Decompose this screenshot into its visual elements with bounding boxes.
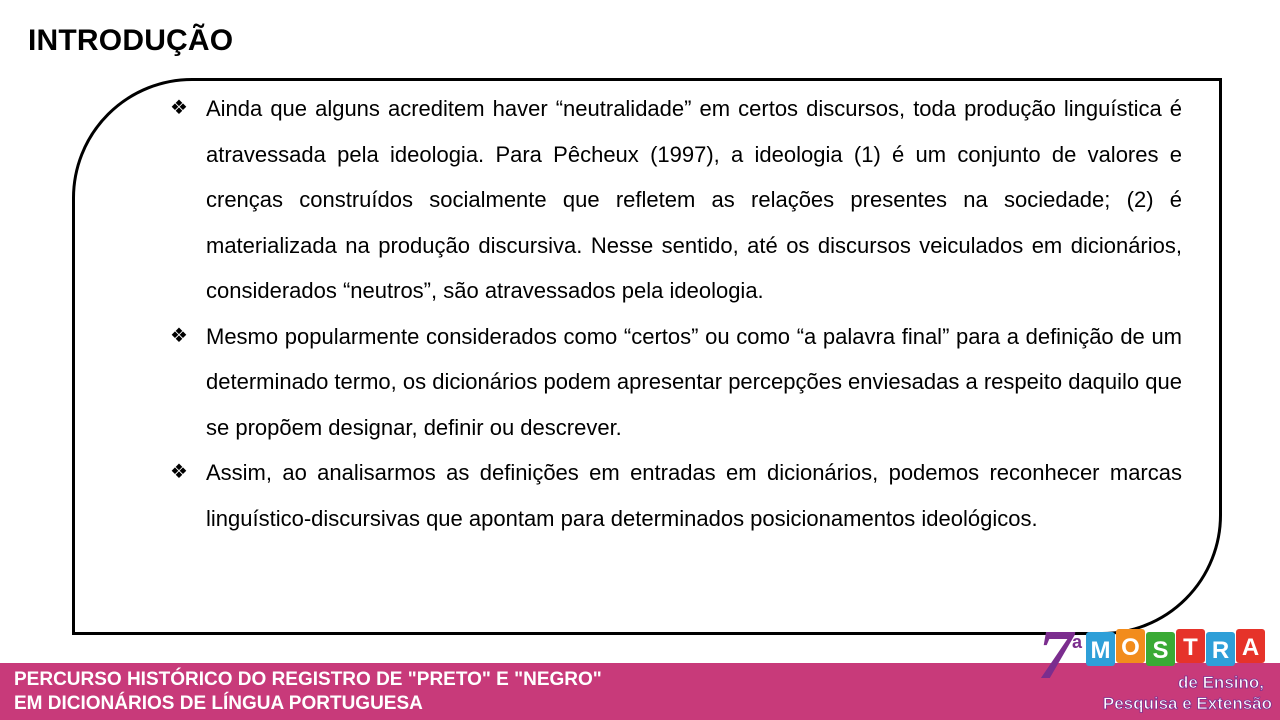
logo-letter: S <box>1152 637 1169 664</box>
diamond-bullet-icon: ❖ <box>170 97 188 119</box>
logo-letter: R <box>1211 637 1230 664</box>
logo-number: 7 <box>1038 617 1073 694</box>
mostra-logo <box>1036 612 1276 718</box>
logo-subtitle-line-1: de Ensino, <box>1178 673 1264 692</box>
diamond-bullet-icon: ❖ <box>170 461 188 483</box>
bullet-item <box>170 86 1182 314</box>
footer-title <box>14 668 774 716</box>
logo-letter: M <box>1090 637 1111 664</box>
logo-ordinal: a <box>1072 632 1083 652</box>
bullet-text: Mesmo popularmente considerados como “certos” ou como “a palavra final” para a definição de um determinado termo, os dicionários podem apresentar percepções enviesadas a respeito daquilo que se propõem designar, definir ou descrever. <box>206 323 1182 440</box>
bullet-item <box>170 314 1182 451</box>
logo-letter: A <box>1241 634 1260 661</box>
logo-letter: O <box>1121 634 1140 661</box>
slide-title: INTRODUÇÃO <box>28 24 234 57</box>
footer-title-line-2: EM DICIONÁRIOS DE LÍNGUA PORTUGUESA <box>14 693 423 714</box>
logo-letter-tiles <box>1086 629 1265 666</box>
bullet-item <box>170 450 1182 541</box>
logo-letter: T <box>1183 634 1198 661</box>
diamond-bullet-icon: ❖ <box>170 324 188 347</box>
bullet-text: Ainda que alguns acreditem haver “neutralidade” em certos discursos, toda produção linguística é atravessada pela ideologia. Para Pêcheux (1997), a ideologia (1) é um conjunto de valores e crenças construídos socialmente que refletem as relações presentes na sociedade; (2) é materializada na produção discursiva. Nesse sentido, até os discursos veiculados em dicionários, considerados “neutros”, são atravessados pela ideologia. <box>206 96 1182 303</box>
bullet-text: Assim, ao analisarmos as definições em entradas em dicionários, podemos reconhecer marcas linguístico-discursivas que apontam para determinados posicionamentos ideológicos. <box>206 460 1182 531</box>
bullet-list <box>170 86 1182 541</box>
footer-title-line-1: PERCURSO HISTÓRICO DO REGISTRO DE "PRETO" E "NEGRO" <box>14 669 602 690</box>
logo-subtitle-line-2: Pesquisa e Extensão <box>1102 694 1272 713</box>
